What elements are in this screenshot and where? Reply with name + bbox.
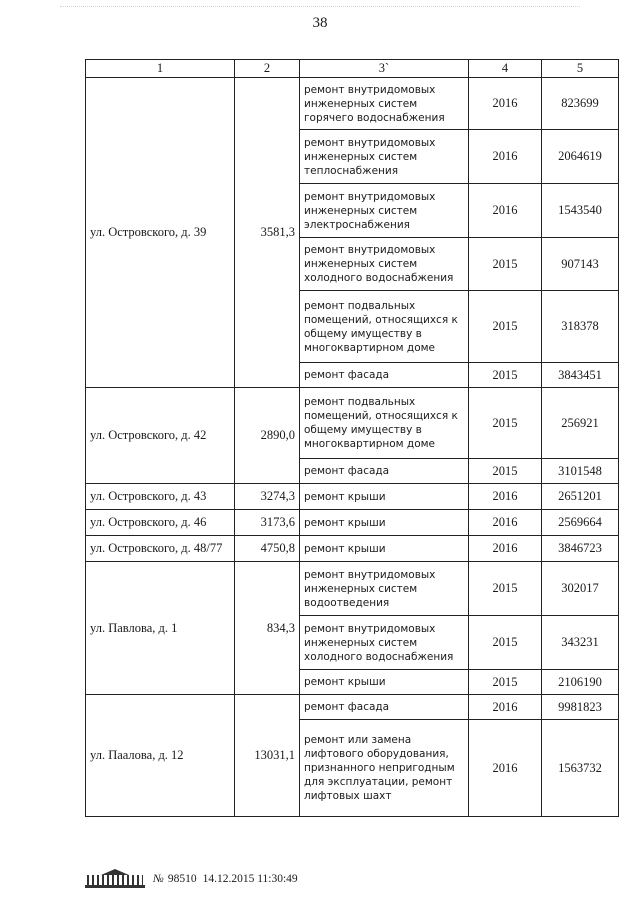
repair-cost: 1543540 — [542, 184, 619, 238]
repair-year: 2016 — [469, 536, 542, 562]
repair-work-type: ремонт фасада — [300, 695, 469, 720]
house-address: ул. Островского, д. 43 — [86, 484, 235, 510]
repair-year: 2015 — [469, 616, 542, 670]
column-header-2: 2 — [235, 60, 300, 78]
repair-cost: 256921 — [542, 388, 619, 459]
repair-work-type: ремонт или замена лифтового оборудования, признанного непригодным для эксплуатации, ремонт лифтовых шахт — [300, 720, 469, 817]
repair-year: 2015 — [469, 291, 542, 363]
repair-work-type: ремонт подвальных помещений, относящихся к общему имуществу в многоквартирном доме — [300, 388, 469, 459]
repair-cost: 2106190 — [542, 670, 619, 695]
repair-work-type: ремонт крыши — [300, 670, 469, 695]
repair-schedule-table — [85, 59, 619, 817]
house-area: 2890,0 — [235, 388, 300, 484]
column-header-1: 1 — [86, 60, 235, 78]
house-area: 13031,1 — [235, 695, 300, 817]
repair-year: 2016 — [469, 484, 542, 510]
table-row — [86, 695, 619, 720]
repair-year: 2016 — [469, 130, 542, 184]
repair-cost: 318378 — [542, 291, 619, 363]
building-stamp-icon — [85, 869, 145, 889]
house-address: ул. Островского, д. 48/77 — [86, 536, 235, 562]
house-address: ул. Островского, д. 46 — [86, 510, 235, 536]
stamp-number: 98510 — [167, 873, 197, 885]
repair-work-type: ремонт внутридомовых инженерных систем водоотведения — [300, 562, 469, 616]
repair-cost: 907143 — [542, 238, 619, 291]
column-header-4: 4 — [469, 60, 542, 78]
house-area: 3581,3 — [235, 78, 300, 388]
column-header-5: 5 — [542, 60, 619, 78]
repair-year: 2016 — [469, 510, 542, 536]
repair-year: 2016 — [469, 720, 542, 817]
repair-cost: 302017 — [542, 562, 619, 616]
house-area: 3274,3 — [235, 484, 300, 510]
table-row — [86, 388, 619, 459]
header-row — [86, 60, 619, 78]
house-area: 834,3 — [235, 562, 300, 695]
repair-work-type: ремонт крыши — [300, 536, 469, 562]
page-number: 38 — [312, 15, 328, 31]
repair-cost: 1563732 — [542, 720, 619, 817]
repair-year: 2015 — [469, 238, 542, 291]
repair-cost: 3101548 — [542, 459, 619, 484]
repair-cost: 2569664 — [542, 510, 619, 536]
table-row — [86, 484, 619, 510]
column-header-3: 3` — [300, 60, 469, 78]
stamp-datetime: 14.12.2015 11:30:49 — [202, 873, 298, 885]
house-address: ул. Островского, д. 39 — [86, 78, 235, 388]
table-row — [86, 536, 619, 562]
repair-cost: 343231 — [542, 616, 619, 670]
repair-year: 2016 — [469, 184, 542, 238]
house-area: 3173,6 — [235, 510, 300, 536]
repair-work-type: ремонт крыши — [300, 484, 469, 510]
house-address: ул. Павлова, д. 1 — [86, 562, 235, 695]
repair-year: 2015 — [469, 459, 542, 484]
table-row — [86, 510, 619, 536]
repair-work-type: ремонт крыши — [300, 510, 469, 536]
repair-year: 2015 — [469, 388, 542, 459]
repair-work-type: ремонт фасада — [300, 459, 469, 484]
repair-cost: 3846723 — [542, 536, 619, 562]
repair-cost: 2064619 — [542, 130, 619, 184]
stamp-number-prefix: № — [153, 873, 164, 885]
table-row — [86, 78, 619, 130]
repair-year: 2015 — [469, 670, 542, 695]
repair-work-type: ремонт внутридомовых инженерных систем холодного водоснабжения — [300, 238, 469, 291]
house-address: ул. Паалова, д. 12 — [86, 695, 235, 817]
repair-work-type: ремонт внутридомовых инженерных систем теплоснабжения — [300, 130, 469, 184]
repair-work-type: ремонт внутридомовых инженерных систем горячего водоснабжения — [300, 78, 469, 130]
house-address: ул. Островского, д. 42 — [86, 388, 235, 484]
repair-year: 2015 — [469, 562, 542, 616]
repair-year: 2016 — [469, 695, 542, 720]
repair-work-type: ремонт внутридомовых инженерных систем холодного водоснабжения — [300, 616, 469, 670]
scan-top-marks — [60, 6, 580, 11]
house-area: 4750,8 — [235, 536, 300, 562]
repair-cost: 2651201 — [542, 484, 619, 510]
repair-cost: 3843451 — [542, 363, 619, 388]
repair-cost: 9981823 — [542, 695, 619, 720]
repair-work-type: ремонт фасада — [300, 363, 469, 388]
table-row — [86, 562, 619, 616]
repair-work-type: ремонт подвальных помещений, относящихся к общему имуществу в многоквартирном доме — [300, 291, 469, 363]
repair-work-type: ремонт внутридомовых инженерных систем электроснабжения — [300, 184, 469, 238]
repair-year: 2015 — [469, 363, 542, 388]
document-stamp — [85, 866, 298, 892]
repair-year: 2016 — [469, 78, 542, 130]
repair-cost: 823699 — [542, 78, 619, 130]
